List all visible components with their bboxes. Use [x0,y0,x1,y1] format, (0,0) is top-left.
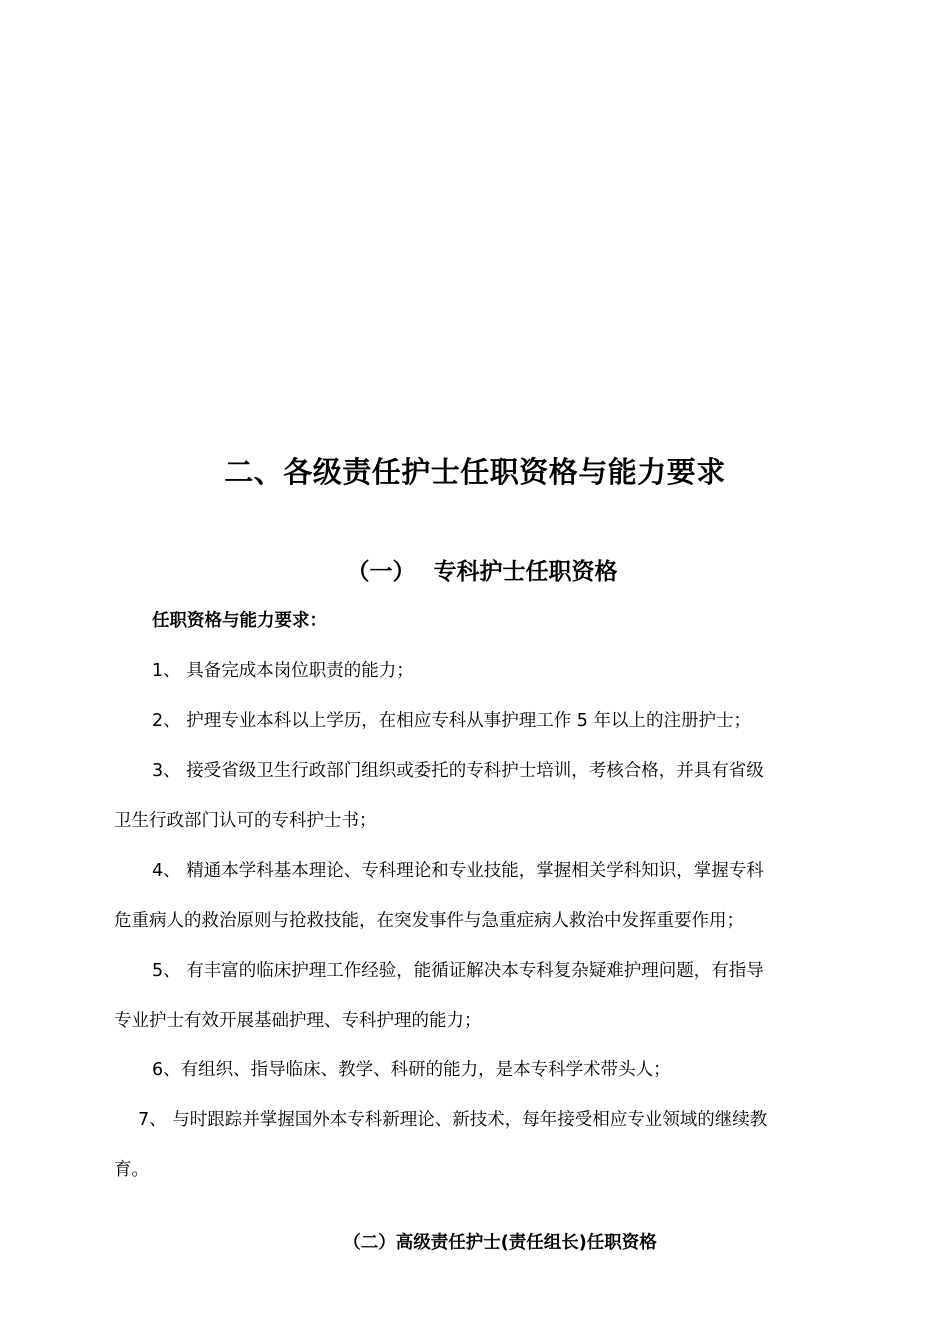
list-item: 6、有组织、指导临床、教学、科研的能力，是本专科学术带头人； [152,1060,671,1080]
list-item: 5、 有丰富的临床护理工作经验，能循证解决本专科复杂疑难护理问题，有指导 [152,961,764,981]
section1-subheading: 任职资格与能力要求： [152,611,327,631]
section1-heading-prefix: （一） [346,559,416,585]
list-item-continuation: 卫生行政部门认可的专科护士书； [114,811,377,831]
list-item: 4、 精通本学科基本理论、专科理论和专业技能，掌握相关学科知识，掌握专科 [152,861,764,881]
list-item: 1、 具备完成本岗位职责的能力； [152,661,414,681]
list-item-continuation: 危重病人的救治原则与抢救技能，在突发事件与急重症病人救治中发挥重要作用； [114,911,744,931]
list-item-continuation: 专业护士有效开展基础护理、专科护理的能力； [114,1011,482,1031]
list-item: 7、 与时跟踪并掌握国外本专科新理论、新技术，每年接受相应专业领域的继续教 [138,1110,768,1130]
list-item: 3、 接受省级卫生行政部门组织或委托的专科护士培训，考核合格，并具有省级 [152,761,764,781]
main-title: 二、各级责任护士任职资格与能力要求 [224,455,726,489]
list-item: 2、 护理专业本科以上学历，在相应专科从事护理工作 5 年以上的注册护士； [152,711,751,731]
list-item-continuation: 育。 [114,1160,149,1180]
section1-heading [0,552,950,592]
section2-heading: （二）高级责任护士(责任组长)任职资格 [343,1233,657,1253]
section1-heading-text: 专科护士任职资格 [433,559,618,585]
